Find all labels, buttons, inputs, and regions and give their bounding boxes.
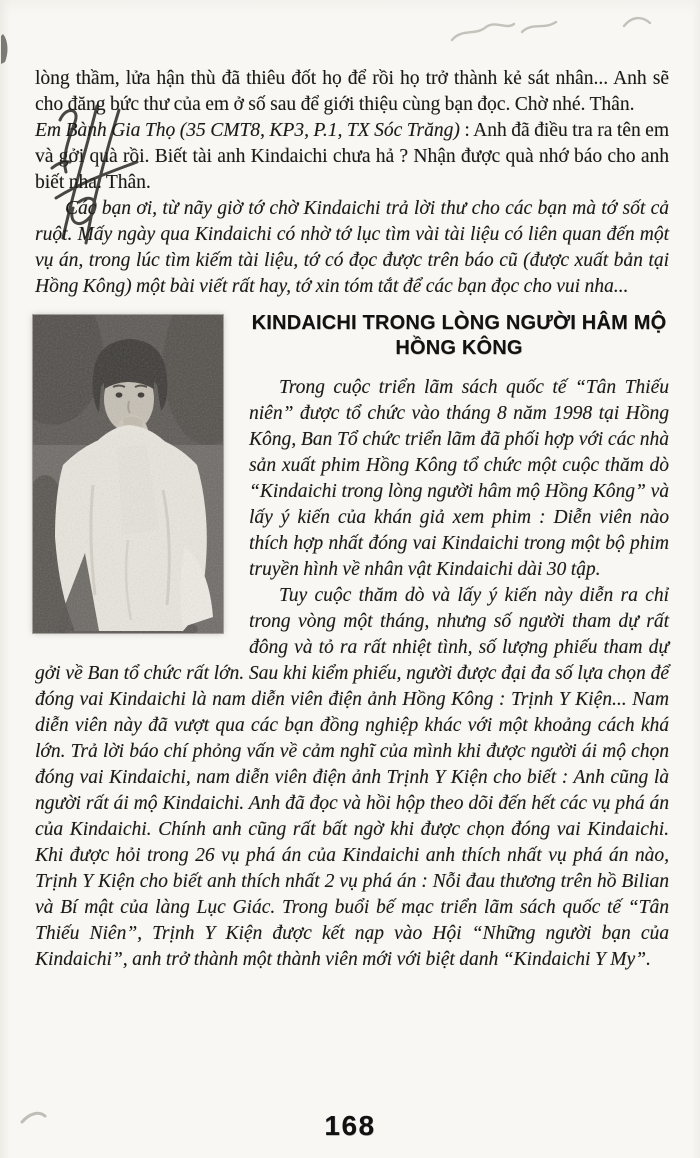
paragraph-continuation: lòng thầm, lửa hận thù đã thiêu đốt họ để rồi họ trở thành kẻ sát nhân... Anh sẽ cho đăng bức thư của em ở số sau để giới thiệu cùng bạn đọc. Chờ nhé. Thân. — [35, 68, 669, 115]
portrait-photo — [33, 315, 223, 633]
article-paragraph-2: Tuy cuộc thăm dò và lấy ý kiến này diễn ra chỉ trong vòng một tháng, nhưng số người tham dự rất đông và tỏ ra rất nhiệt tình, số lượng phiếu tham dự gởi về Ban tổ chức rất lớn. Sau khi kiểm phiếu, người được đại đa số lựa chọn để đóng vai Kindaichi là nam diễn viên điện ảnh Hồng Kông : Trịnh Y Kiện... Nam diễn viên này đã vượt qua các bạn đồng nghiệp khác với một khoảng cách khá lớn. Trả lời báo chí phỏng vấn về cảm nghĩ của mình khi được người ái mộ chọn đóng vai Kindaichi, nam diễn viên điện ảnh Trịnh Y Kiện cho biết : Anh cũng là người rất ái mộ Kindaichi. Anh đã đọc và hồi hộp theo dõi đến hết các vụ phá án của Kindaichi. Chính anh cũng rất bất ngờ khi được chọn đóng vai Kindaichi. Khi được hỏi trong 26 vụ phá án của Kindaichi anh thích nhất vụ phá án nào, Trịnh Y Kiện cho biết anh thích nhất 2 vụ phá án : Nỗi đau thương trên hồ Bilian và Bí mật của làng Lục Giác. Trong buổi bế mạc triển lãm sách quốc tế “Tân Thiếu Niên”, Trịnh Y Kiện được kết nạp vào Hội “Những người bạn của Kindaichi”, anh trở thành một thành viên mới với biệt danh “Kindaichi Y My”. — [35, 585, 669, 970]
article-paragraph-1: Trong cuộc triển lãm sách quốc tế “Tân Thiếu niên” được tổ chức vào tháng 8 năm 1998 tại Hồng Kông, Ban Tổ chức triển lãm đã phối hợp với các nhà sản xuất phim Hồng Kông tổ chức một cuộc thăm dò “Kindaichi trong lòng người hâm mộ Hồng Kông” và lấy ý kiến của khán giả xem phim : Diễn viên nào thích hợp nhất đóng vai Kindaichi trong một bộ phim truyền hình về nhân vật Kindaichi dài 30 tập. — [249, 377, 669, 580]
paragraph-narration: Các bạn ơi, từ nãy giờ tớ chờ Kindaichi trả lời thư cho các bạn mà tớ sốt cả ruột. Mấy ngày qua Kindaichi có nhờ tớ lục tìm vài tài liệu có liên quan đến một vụ án, trong lúc tìm kiếm tài liệu, tớ có đọc được trên báo cũ (được xuất bản tại Hồng Kông) một bài viết rất hay, tớ xin tóm tắt để các bạn đọc cho vui nha... — [35, 198, 669, 297]
article-title-line2: HỒNG KÔNG — [395, 337, 523, 359]
faint-pen-marks — [452, 18, 650, 40]
paragraph-reader-letter — [35, 118, 669, 196]
letter-reply: : Anh đã điều tra ra tên em và gởi quà rồi. Biết tài anh Kindaichi chưa hả ? Nhận được quà nhớ báo cho anh biết nha. Thân. — [35, 120, 670, 193]
page-number: 168 — [324, 1110, 376, 1141]
edge-smudge — [1, 34, 7, 64]
letter-sender: Em Bành Gia Thọ (35 CMT8, KP3, P.1, TX Sóc Trăng) — [35, 120, 460, 141]
page-content — [35, 66, 669, 973]
article-title-line1: KINDAICHI TRONG LÒNG NGƯỜI HÂM MỘ — [251, 312, 667, 334]
article-section — [35, 311, 669, 973]
